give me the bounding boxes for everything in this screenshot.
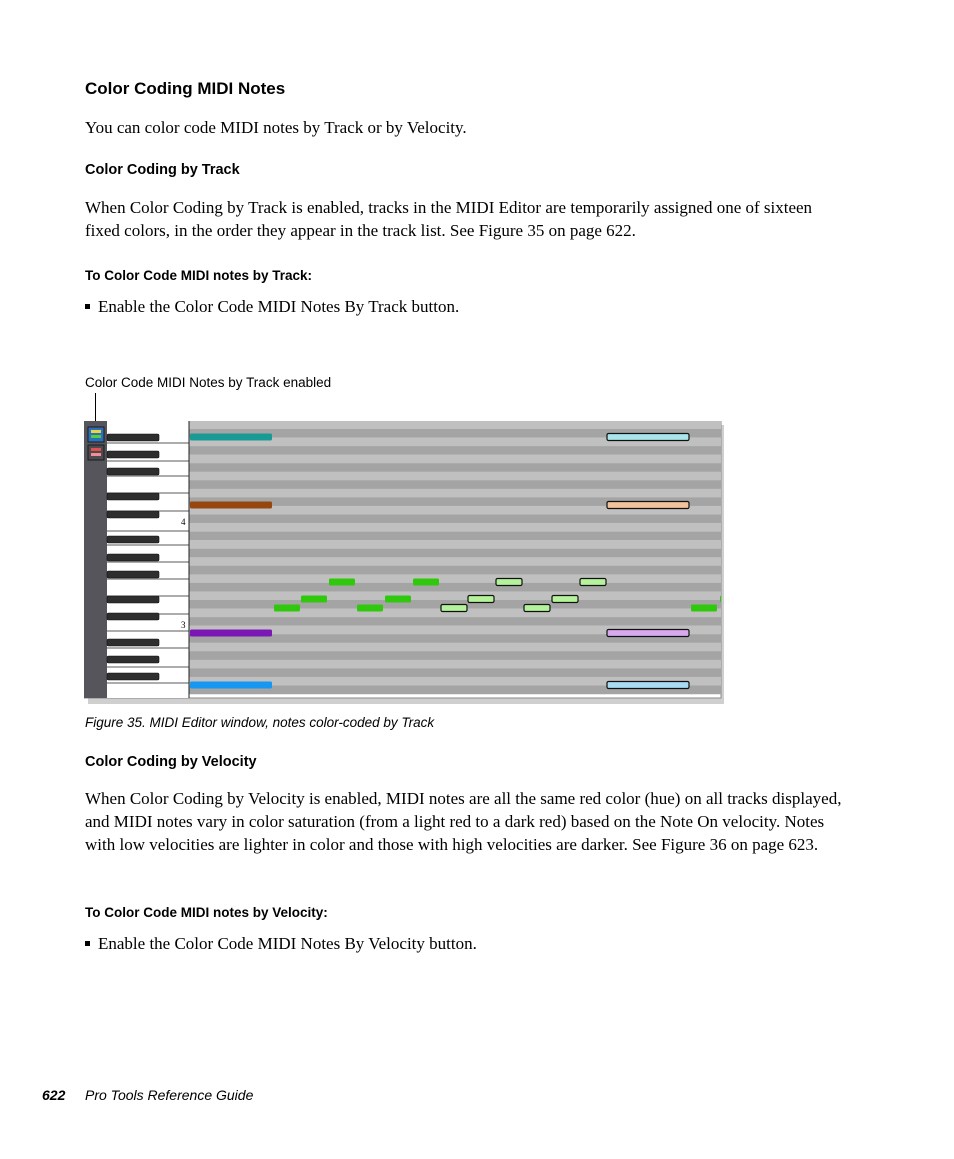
grid-row — [189, 463, 721, 472]
grid-row — [189, 566, 721, 575]
grid-row — [189, 455, 721, 464]
midi-note — [385, 596, 411, 603]
midi-note — [496, 579, 522, 586]
piano-keyboard — [107, 421, 189, 698]
grid-row — [189, 574, 721, 583]
midi-note — [607, 682, 689, 689]
midi-note — [190, 434, 272, 441]
footer-title: Pro Tools Reference Guide — [85, 1087, 254, 1103]
midi-note — [190, 630, 272, 637]
octave-label-4: 4 — [181, 517, 186, 527]
black-key — [107, 493, 159, 500]
midi-editor-figure — [84, 421, 724, 704]
midi-note — [441, 605, 467, 612]
grid-row — [189, 472, 721, 481]
color-by-velocity-icon[interactable] — [88, 445, 104, 460]
velocity-step — [85, 934, 477, 954]
midi-note — [524, 605, 550, 612]
velocity-heading: Color Coding by Velocity — [85, 754, 257, 770]
black-key — [107, 511, 159, 518]
grid-row — [189, 591, 721, 600]
midi-note — [607, 502, 689, 509]
black-key — [107, 656, 159, 663]
grid-row — [189, 523, 721, 532]
track-procedure-heading: To Color Code MIDI notes by Track: — [85, 268, 313, 283]
section-heading: Color Coding MIDI Notes — [85, 79, 286, 98]
grid-row — [189, 651, 721, 660]
bullet-marker — [85, 304, 90, 309]
midi-note — [580, 579, 606, 586]
intro-paragraph: You can color code MIDI notes by Track or by Velocity. — [85, 118, 467, 137]
grid-row — [189, 668, 721, 677]
color-by-track-icon[interactable] — [88, 427, 104, 442]
black-key — [107, 639, 159, 646]
grid-row — [189, 549, 721, 558]
grid-row — [189, 532, 721, 541]
midi-note — [607, 434, 689, 441]
grid-row — [189, 446, 721, 455]
black-key — [107, 571, 159, 578]
black-key — [107, 434, 159, 441]
midi-note — [720, 596, 721, 603]
midi-note — [468, 596, 494, 603]
grid-row — [189, 583, 721, 592]
black-key — [107, 613, 159, 620]
track-step-text: Enable the Color Code MIDI Notes By Track button. — [98, 297, 460, 316]
velocity-step-text: Enable the Color Code MIDI Notes By Velocity button. — [98, 934, 477, 953]
midi-note — [301, 596, 327, 603]
editor-left-toolbar — [84, 421, 107, 698]
black-key — [107, 554, 159, 561]
note-grid — [189, 421, 721, 698]
grid-row — [189, 421, 721, 429]
figure-caption: Figure 35. MIDI Editor window, notes color-coded by Track — [85, 715, 435, 730]
grid-row — [189, 617, 721, 626]
octave-label-3: 3 — [181, 620, 186, 630]
grid-row — [189, 489, 721, 498]
black-key — [107, 451, 159, 458]
midi-note — [607, 630, 689, 637]
figure-callout: Color Code MIDI Notes by Track enabled — [85, 375, 332, 390]
track-step — [85, 297, 459, 317]
grid-row — [189, 557, 721, 566]
midi-note — [413, 579, 439, 586]
black-key — [107, 596, 159, 603]
midi-note — [274, 605, 300, 612]
velocity-procedure-heading: To Color Code MIDI notes by Velocity: — [85, 905, 328, 920]
midi-note — [329, 579, 355, 586]
grid-row — [189, 643, 721, 652]
grid-row — [189, 540, 721, 549]
page-number: 622 — [42, 1087, 66, 1103]
grid-row — [189, 660, 721, 669]
black-key — [107, 468, 159, 475]
midi-note — [190, 682, 272, 689]
midi-note — [190, 502, 272, 509]
grid-row — [189, 515, 721, 524]
grid-row — [189, 480, 721, 489]
black-key — [107, 536, 159, 543]
midi-note — [691, 605, 717, 612]
velocity-paragraph: When Color Coding by Velocity is enabled, MIDI notes are all the same red color (hue) on all tracks displayed, and MIDI notes vary in color saturation (from a light red to a dark red) based on the Note On velocity. Notes with low velocities are lighter in color and those with high velocities are darker. See Figure 36 on page 623. — [85, 789, 842, 854]
track-heading: Color Coding by Track — [85, 162, 240, 178]
track-paragraph: When Color Coding by Track is enabled, tracks in the MIDI Editor are temporarily assigned one of sixteen fixed colors, in the order they appear in the track list. See Figure 35 on page 622. — [85, 198, 813, 240]
black-key — [107, 673, 159, 680]
midi-note — [552, 596, 578, 603]
bullet-marker — [85, 941, 90, 946]
midi-note — [357, 605, 383, 612]
